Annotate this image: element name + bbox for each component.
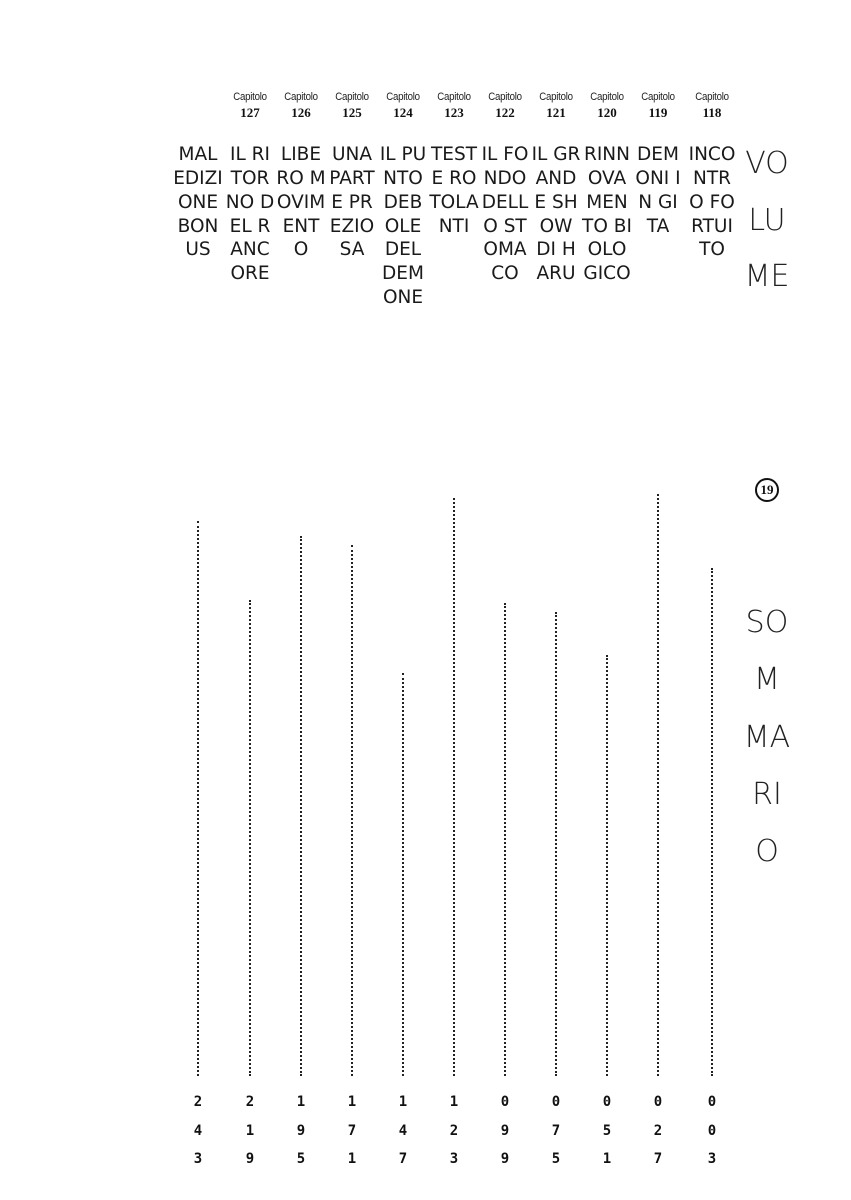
chapter-number: 120 [597, 105, 617, 120]
toc-entry-chapter-126[interactable] [276, 90, 326, 1170]
leader-dots [504, 603, 506, 1076]
volume-number-badge: 19 [755, 478, 779, 502]
chapter-label: Capitolo [539, 91, 573, 103]
chapter-label: Capitolo [233, 91, 267, 103]
chapter-header [480, 90, 530, 121]
leader-dots [555, 612, 557, 1076]
chapter-header [225, 90, 275, 121]
chapter-number: 127 [240, 105, 260, 120]
chapter-number: 122 [495, 105, 515, 120]
page-number: 195 [296, 1094, 306, 1167]
volume-title: VOLUME [744, 146, 790, 294]
leader-dots [197, 521, 199, 1076]
chapter-label: Capitolo [437, 91, 471, 103]
chapter-label: Capitolo [695, 91, 729, 103]
chapter-header [687, 90, 737, 121]
page-number: 147 [398, 1094, 408, 1167]
chapter-title: TESTE ROTOLANTI [429, 144, 479, 237]
chapter-header [582, 90, 632, 121]
page-number: 075 [551, 1094, 561, 1167]
chapter-title: LIBERO MOVIMENTO [276, 144, 326, 261]
toc-entry-chapter-124[interactable] [378, 90, 428, 1170]
toc-entry-chapter-120[interactable] [582, 90, 632, 1170]
leader-dots [711, 568, 713, 1076]
leader-dots [606, 655, 608, 1076]
page-number: 219 [245, 1094, 255, 1167]
page-number: 003 [707, 1094, 717, 1167]
page-number: 171 [347, 1094, 357, 1167]
chapter-header [378, 90, 428, 121]
chapter-header [633, 90, 683, 121]
chapter-number: 125 [342, 105, 362, 120]
chapter-title: INCONTRO FORTUITO [688, 144, 736, 261]
page-number: 051 [602, 1094, 612, 1167]
leader-dots [249, 600, 251, 1076]
toc-entry-chapter-121[interactable] [531, 90, 581, 1170]
chapter-number: 118 [702, 105, 722, 120]
chapter-label: Capitolo [335, 91, 369, 103]
leader-dots [453, 498, 455, 1076]
leader-dots [657, 494, 659, 1076]
chapter-label: Capitolo [284, 91, 318, 103]
page-number: 123 [449, 1094, 459, 1167]
toc-entry-chapter-122[interactable] [480, 90, 533, 1170]
chapter-label: Capitolo [641, 91, 675, 103]
bonus-title: MALEDIZIONE BONUS [173, 144, 224, 261]
toc-entry-chapter-123[interactable] [429, 90, 479, 1170]
leader-dots [300, 536, 302, 1076]
chapter-label: Capitolo [386, 91, 420, 103]
chapter-title: IL FONDO DELLO STOMACO [481, 144, 533, 285]
chapter-title: IL RITORNO DEL RANCORE [225, 144, 275, 285]
leader-dots [351, 545, 353, 1076]
toc-entry-chapter-119[interactable] [633, 90, 683, 1170]
toc-entry-chapter-127[interactable] [225, 90, 275, 1170]
chapter-number: 119 [648, 105, 668, 120]
chapter-number: 123 [444, 105, 464, 120]
chapter-header [276, 90, 326, 121]
chapter-number: 121 [546, 105, 566, 120]
toc-entry-chapter-125[interactable] [327, 90, 377, 1170]
chapter-number: 126 [291, 105, 311, 120]
chapter-label: Capitolo [488, 91, 522, 103]
page-number: 027 [653, 1094, 663, 1167]
chapter-header [327, 90, 377, 121]
chapter-header [429, 90, 479, 121]
chapter-title: DEMONI IN GITA [635, 144, 681, 237]
chapter-title: RINNOVAMENTO BIOLOGICO [582, 144, 632, 285]
chapter-header [531, 90, 581, 121]
chapter-title: IL GRANDE SHOW DI HARU [531, 144, 581, 285]
toc-entry-bonus[interactable] [173, 90, 223, 1170]
chapter-label: Capitolo [590, 91, 624, 103]
leader-dots [402, 673, 404, 1076]
chapter-number: 124 [393, 105, 413, 120]
toc-entry-chapter-118[interactable] [687, 90, 737, 1170]
page-number: 243 [193, 1094, 203, 1167]
chapter-title: UNA PARTE PREZIOSA [329, 144, 378, 261]
chapter-title: IL PUNTO DEBOLE DEL DEMONE [379, 144, 429, 309]
page-number: 099 [500, 1094, 510, 1167]
summary-heading: SOMMARIO [743, 605, 791, 870]
